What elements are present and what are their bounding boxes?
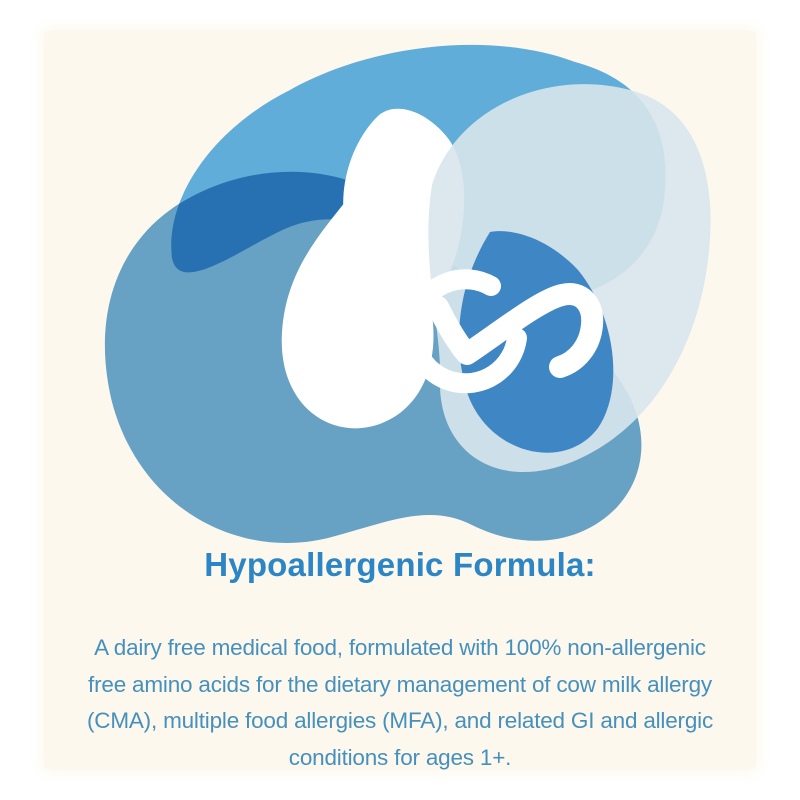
description-text [0,630,800,776]
description-line: free amino acids for the dietary management of cow milk allergy [88,671,712,697]
description-line: (CMA), multiple food allergies (MFA), and related GI and allergic [86,708,713,733]
description-line: A dairy free medical food, formulated with 100% non-allergenic [94,635,706,660]
page-title: Hypoallergenic Formula: [204,546,596,583]
description-line: conditions for ages 1+. [288,744,512,770]
